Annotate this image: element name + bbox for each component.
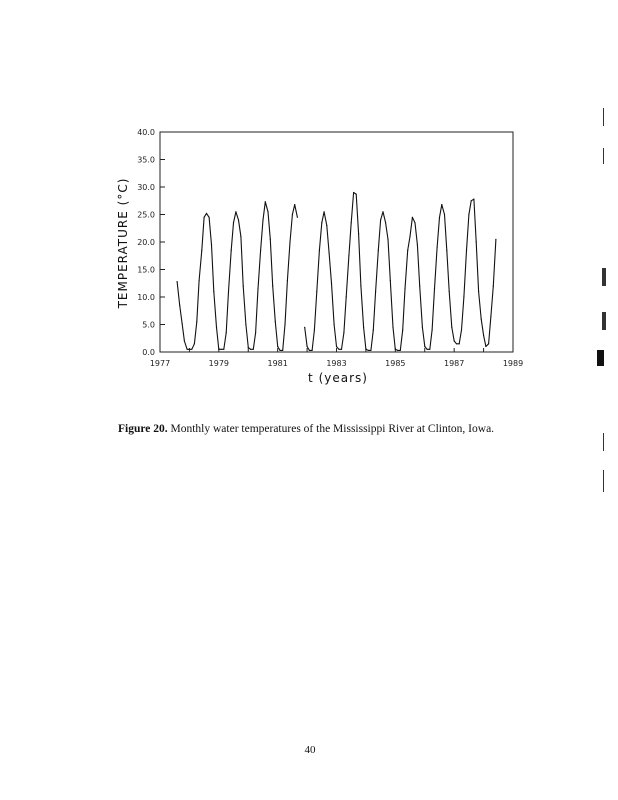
data-point	[375, 291, 376, 292]
data-point	[324, 211, 325, 212]
data-point	[243, 285, 244, 286]
data-point	[441, 204, 442, 205]
data-point	[456, 343, 457, 344]
data-point	[434, 288, 435, 289]
x-axis-label: t (years)	[308, 371, 368, 385]
figure-caption	[118, 423, 588, 435]
data-point	[424, 346, 425, 347]
data-point	[221, 349, 222, 350]
data-point	[404, 288, 405, 289]
data-point	[245, 324, 246, 325]
data-point	[385, 222, 386, 223]
data-point	[267, 211, 268, 212]
data-point	[179, 305, 180, 306]
data-point	[270, 239, 271, 240]
figure-label: Figure 20.	[118, 423, 168, 435]
data-point	[392, 327, 393, 328]
data-point	[483, 335, 484, 336]
scan-artifact	[603, 433, 604, 451]
series-layer	[177, 192, 497, 351]
data-point	[238, 219, 239, 220]
data-point	[437, 247, 438, 248]
data-point	[395, 349, 396, 350]
data-point	[187, 349, 188, 350]
figure-caption-text: Monthly water temperatures of the Mississippi River at Clinton, Iowa.	[170, 423, 495, 435]
data-point	[182, 323, 183, 324]
data-point	[326, 225, 327, 226]
data-point	[459, 343, 460, 344]
data-point	[353, 192, 354, 193]
data-point	[334, 324, 335, 325]
data-point	[417, 244, 418, 245]
scan-artifact	[602, 312, 606, 330]
data-point	[223, 349, 224, 350]
y-tick-label: 30.0	[137, 183, 155, 192]
series-line	[177, 202, 297, 351]
data-point	[211, 244, 212, 245]
data-point	[257, 288, 258, 289]
data-point	[309, 350, 310, 351]
plot-border	[160, 132, 513, 352]
page-number: 40	[304, 744, 316, 756]
data-point	[199, 280, 200, 281]
data-point	[316, 291, 317, 292]
scan-artifact	[597, 350, 604, 366]
scan-artifact	[603, 108, 604, 126]
data-point	[476, 241, 477, 242]
y-axis-label: TEMPERATURE (°C)	[116, 177, 130, 309]
x-tick-label: 1987	[443, 359, 465, 368]
data-point	[341, 349, 342, 350]
x-tick-label: 1979	[208, 359, 230, 368]
data-point	[419, 285, 420, 286]
data-point	[240, 236, 241, 237]
data-point	[439, 217, 440, 218]
data-point	[282, 350, 283, 351]
data-point	[488, 343, 489, 344]
data-point	[194, 343, 195, 344]
data-point	[427, 349, 428, 350]
data-point	[284, 324, 285, 325]
data-point	[358, 233, 359, 234]
data-point	[343, 332, 344, 333]
data-point	[407, 250, 408, 251]
x-tick-label: 1977	[149, 359, 171, 368]
data-point	[304, 327, 305, 328]
data-point	[279, 350, 280, 351]
y-tick-label: 40.0	[137, 128, 155, 137]
data-point	[346, 296, 347, 297]
y-tick-label: 35.0	[137, 155, 155, 165]
data-point	[390, 280, 391, 281]
data-point	[422, 327, 423, 328]
data-point	[292, 214, 293, 215]
x-tick-label: 1989	[502, 359, 524, 368]
data-point	[370, 350, 371, 351]
data-point	[265, 201, 266, 202]
data-point	[495, 239, 496, 240]
data-point	[216, 327, 217, 328]
data-point	[356, 194, 357, 195]
data-point	[321, 222, 322, 223]
y-tick-label: 5.0	[142, 320, 155, 330]
data-point	[204, 217, 205, 218]
series-line	[305, 193, 496, 351]
data-point	[380, 219, 381, 220]
data-point	[331, 283, 332, 284]
data-point	[250, 349, 251, 350]
x-tick-label: 1981	[267, 359, 288, 368]
data-point	[177, 281, 178, 282]
data-point	[314, 329, 315, 330]
data-point	[432, 329, 433, 330]
data-point	[365, 349, 366, 350]
data-point	[253, 349, 254, 350]
data-point	[348, 255, 349, 256]
data-point	[289, 241, 290, 242]
y-tick-label: 15.0	[137, 265, 155, 275]
data-point	[231, 250, 232, 251]
y-tick-label: 0.0	[142, 348, 155, 357]
y-axis	[137, 128, 165, 357]
scan-artifact	[603, 470, 604, 492]
data-point	[463, 296, 464, 297]
data-point	[184, 340, 185, 341]
data-point	[461, 329, 462, 330]
data-point	[228, 291, 229, 292]
y-tick-label: 20.0	[137, 238, 155, 247]
data-point	[454, 340, 455, 341]
data-point	[338, 349, 339, 350]
data-point	[471, 200, 472, 201]
data-point	[260, 250, 261, 251]
data-point	[382, 211, 383, 212]
data-point	[287, 280, 288, 281]
data-point	[277, 346, 278, 347]
data-point	[414, 222, 415, 223]
data-point	[473, 199, 474, 200]
data-point	[490, 316, 491, 317]
data-point	[233, 222, 234, 223]
data-point	[275, 321, 276, 322]
data-point	[449, 291, 450, 292]
data-point	[360, 285, 361, 286]
data-point	[493, 285, 494, 286]
data-point	[485, 346, 486, 347]
data-point	[481, 318, 482, 319]
data-point	[378, 250, 379, 251]
data-point	[329, 252, 330, 253]
plot-frame	[160, 132, 513, 352]
data-point	[397, 350, 398, 351]
data-point	[451, 327, 452, 328]
data-point	[196, 321, 197, 322]
data-point	[409, 236, 410, 237]
data-point	[191, 349, 192, 350]
data-point	[206, 213, 207, 214]
data-point	[319, 250, 320, 251]
data-point	[446, 250, 447, 251]
data-point	[402, 329, 403, 330]
x-tick-label: 1985	[385, 359, 406, 368]
data-point	[201, 250, 202, 251]
data-point	[368, 350, 369, 351]
data-point	[218, 349, 219, 350]
data-point	[213, 291, 214, 292]
data-point	[248, 347, 249, 348]
data-point	[363, 327, 364, 328]
scan-artifact	[602, 268, 606, 286]
data-point	[209, 217, 210, 218]
data-point	[336, 346, 337, 347]
x-axis	[150, 348, 523, 368]
data-point	[297, 217, 298, 218]
data-point	[312, 350, 313, 351]
data-point	[468, 214, 469, 215]
y-tick-label: 10.0	[137, 293, 155, 302]
data-point	[400, 350, 401, 351]
data-point	[235, 211, 236, 212]
data-point	[272, 285, 273, 286]
data-point	[307, 346, 308, 347]
data-point	[226, 332, 227, 333]
data-point	[255, 332, 256, 333]
data-point	[387, 239, 388, 240]
data-point	[351, 222, 352, 223]
data-point	[478, 291, 479, 292]
data-point	[429, 349, 430, 350]
data-point	[412, 217, 413, 218]
data-point	[189, 349, 190, 350]
data-point	[373, 329, 374, 330]
data-point	[294, 204, 295, 205]
x-tick-label: 1983	[326, 359, 347, 368]
data-point	[444, 214, 445, 215]
y-tick-label: 25.0	[137, 210, 155, 220]
data-point	[466, 250, 467, 251]
data-point	[262, 219, 263, 220]
scan-artifact	[603, 148, 604, 164]
